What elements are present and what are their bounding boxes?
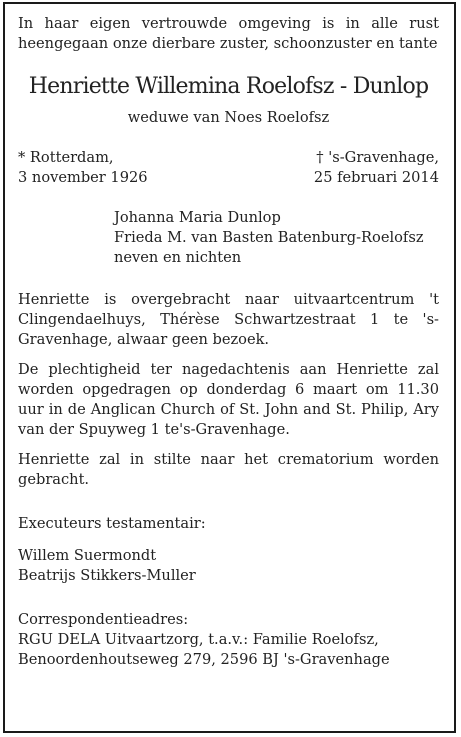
correspondence-address <box>18 630 439 670</box>
executor-name: Beatrijs Stikkers-Muller <box>18 567 196 584</box>
death-date: 25 februari 2014 <box>313 169 439 186</box>
death-place: † 's-Gravenhage, <box>316 149 439 166</box>
birth-date: 3 november 1926 <box>18 169 148 186</box>
relative-item: Johanna Maria Dunlop <box>114 209 281 226</box>
correspondence-label: Correspondentieadres: <box>18 611 189 628</box>
executors-list <box>18 546 439 586</box>
life-dates <box>18 148 439 188</box>
crematorium-paragraph: Henriette zal in stilte naar het crematorium worden gebracht. <box>18 451 439 488</box>
address-line: RGU DELA Uitvaartzorg, t.a.v.: Familie Roelofsz, <box>18 631 379 648</box>
address-line: Benoordenhoutseweg 279, 2596 BJ 's-Gravenhage <box>18 651 390 668</box>
relative-item: Frieda M. van Basten Batenburg-Roelofsz <box>114 229 424 246</box>
executors-label: Executeurs testamentair: <box>18 515 206 532</box>
relatives-list <box>114 208 439 268</box>
deceased-name: Henriette Willemina Roelofsz - Dunlop <box>28 74 429 99</box>
birth-place: * Rotterdam, <box>18 149 114 166</box>
birth-info <box>18 148 148 188</box>
death-info <box>314 148 439 188</box>
widow-subtitle: weduwe van Noes Roelofsz <box>127 109 330 126</box>
ceremony-paragraph: De plechtigheid ter nagedachtenis aan Henriette zal worden opgedragen op donderdag 6 maart om 11.30 uur in de Anglican Church of St. John and St. Philip, Ary van der Spuyweg 1 te's-Gravenhage. <box>18 361 439 438</box>
death-announcement <box>18 14 439 670</box>
transfer-paragraph: Henriette is overgebracht naar uitvaartcentrum 't Clingendaelhuys, Thérèse Schwartzestraat 1 te 's-Gravenhage, alwaar geen bezoek. <box>18 291 439 348</box>
relative-item: neven en nichten <box>114 249 242 266</box>
executor-name: Willem Suermondt <box>18 547 157 564</box>
intro-text: In haar eigen vertrouwde omgeving is in alle rust heengegaan onze dierbare zuster, schoonzuster en tante <box>18 15 439 52</box>
